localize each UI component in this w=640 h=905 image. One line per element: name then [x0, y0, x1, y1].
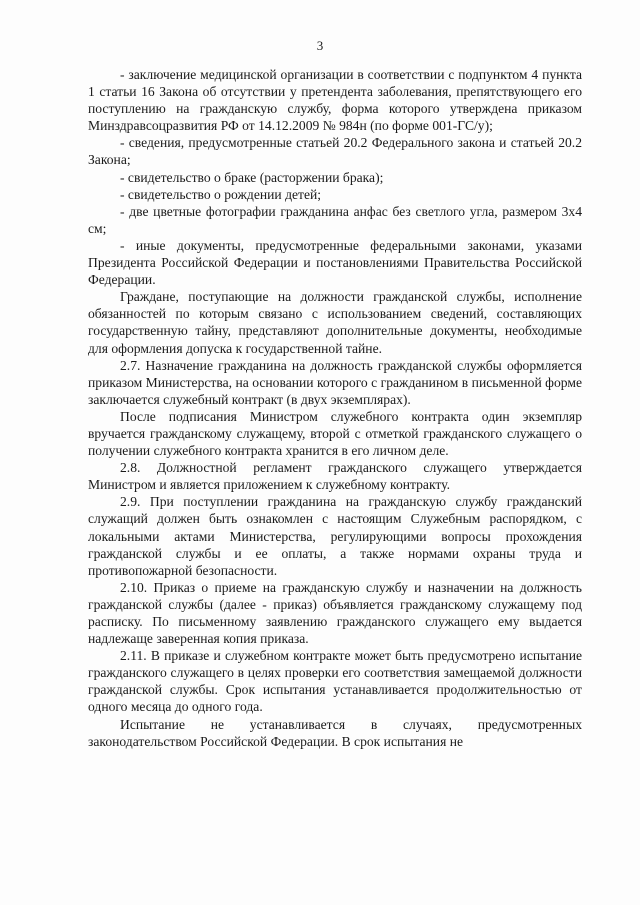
paragraph-birth-certificates: - свидетельство о рождении детей; [120, 186, 322, 202]
paragraph-marriage-certificate: - свидетельство о браке (расторжении брака); [120, 169, 384, 185]
paragraph-2-11: 2.11. В приказе и служебном контракте может быть предусмотрено испытание гражданского служащего в целях проверки его соответствия замещаемой должности гражданской службы. Срок испытания устанавливается продолжительностью от одного месяца до одного года. [88, 648, 582, 715]
document-body [88, 66, 582, 750]
paragraph-income-info: - сведения, предусмотренные статьей 20.2 Федерального закона и статьей 20.2 Закона; [88, 135, 582, 168]
paragraph-contract-signing: После подписания Министром служебного контракта один экземпляр вручается гражданскому служащему, второй с отметкой гражданского служащего о получении служебного контракта хранится в его личном деле. [88, 408, 582, 459]
page-number: 3 [316, 38, 324, 53]
paragraph-2-7: 2.7. Назначение гражданина на должность гражданской службы оформляется приказом Министерства, на основании которого с гражданином в письменной форме заключается служебный контракт (в двух экземплярах). [88, 357, 582, 407]
paragraph-other-documents: - иные документы, предусмотренные федеральными законами, указами Президента Российской Федерации и постановлениями Правительства Российской Федерации. [88, 237, 582, 288]
paragraph-state-secret: Граждане, поступающие на должности гражданской службы, исполнение обязанностей по которым связано с использованием сведений, составляющих государственную тайну, представляют дополнительные документы, необходимые для оформления допуска к государственной тайне. [88, 289, 582, 356]
paragraph-2-10: 2.10. Приказ о приеме на гражданскую службу и назначении на должность гражданской службы (далее - приказ) объявляется гражданскому служащему под расписку. По письменному заявлению гражданского служащего ему выдается надлежаще заверенная копия приказа. [88, 579, 582, 647]
paragraph-2-9: 2.9. При поступлении гражданина на гражданскую службу гражданский служащий должен быть ознакомлен с настоящим Служебным распорядком, с локальными актами Министерства, регулирующими вопросы прохождения гражданской службы и ее оплаты, а также нормами охраны труда и противопожарной безопасности. [88, 494, 582, 578]
paragraph-probation: Испытание не устанавливается в случаях, предусмотренных законодательством Российской Федерации. В срок испытания не [88, 716, 582, 749]
paragraph-photos: - две цветные фотографии гражданина анфас без светлого угла, размером 3х4 см; [88, 203, 582, 236]
paragraph-2-8: 2.8. Должностной регламент гражданского служащего утверждается Министром и является приложением к служебному контракту. [88, 460, 582, 493]
paragraph-medical-certificate: - заключение медицинской организации в соответствии с подпунктом 4 пункта 1 статьи 16 Закона об отсутствии у претендента заболевания, препятствующего его поступлению на гражданскую службу, форма которого утверждена приказом Минздравсоцразвития РФ от 14.12.2009 № 984н (по форме 001-ГС/у); [88, 67, 582, 134]
